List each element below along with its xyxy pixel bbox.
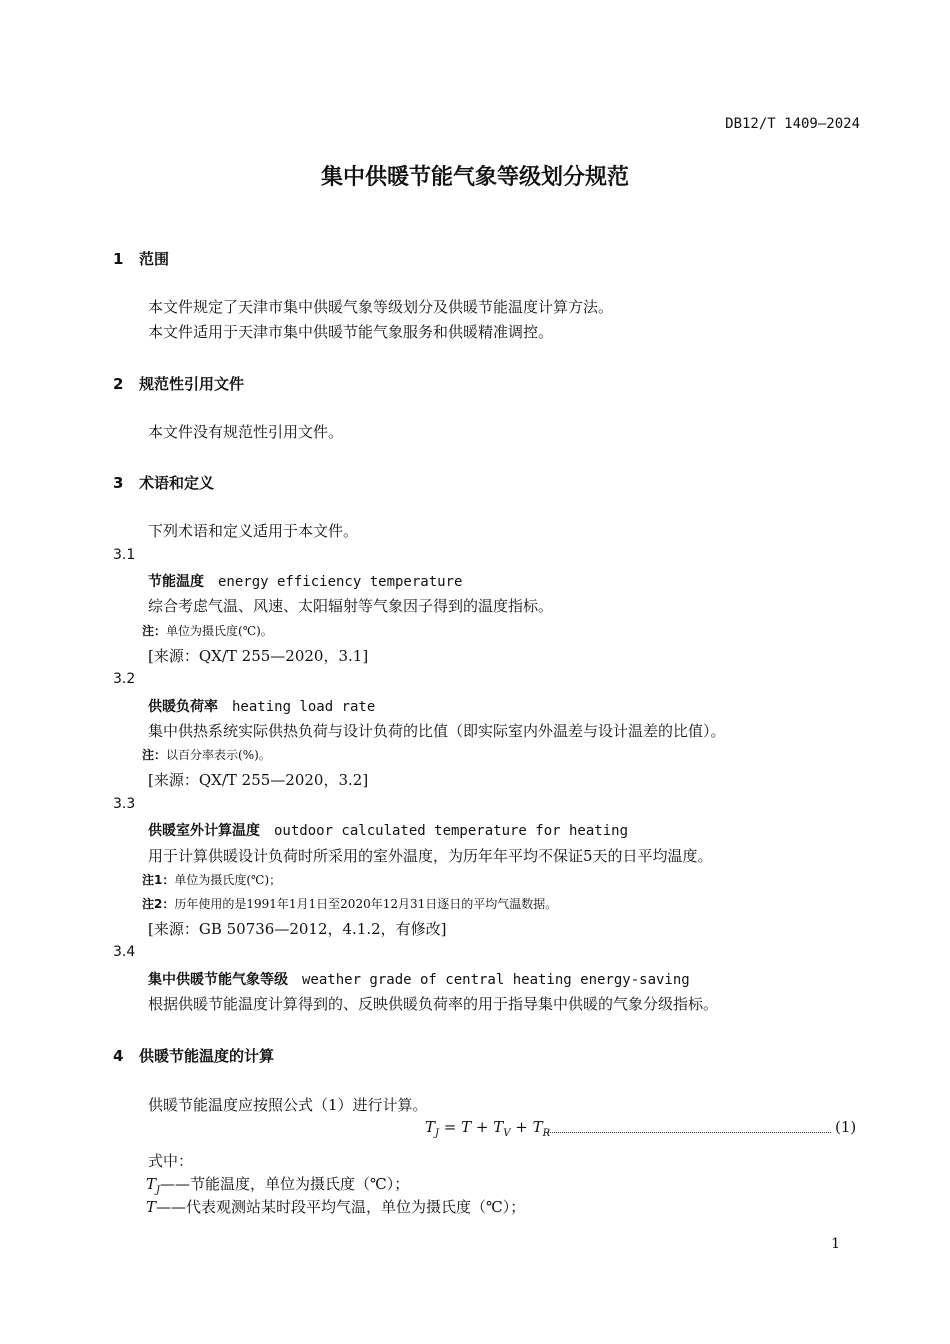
- term-english: heating load rate: [232, 699, 376, 715]
- note-label: 注1：: [142, 873, 175, 887]
- equation-number: (1): [835, 1118, 857, 1136]
- paragraph: 本文件适用于天津市集中供暖节能气象服务和供暖精准调控。: [148, 323, 554, 341]
- section-4-heading: [113, 1045, 274, 1066]
- formula-operator: +: [510, 1118, 533, 1136]
- term-chinese: 供暖负荷率: [148, 699, 218, 715]
- section-title: 规范性引用文件: [139, 375, 245, 393]
- term-entry: [148, 969, 690, 989]
- variable-text: ——代表观测站某时段平均气温，单位为摄氏度（℃）；: [156, 1198, 526, 1216]
- formula-subscript: V: [503, 1128, 511, 1139]
- term-chinese: 供暖室外计算温度: [148, 823, 260, 839]
- term-english: weather grade of central heating energy-saving: [302, 972, 690, 988]
- formula: [425, 1118, 550, 1139]
- section-title: 范围: [139, 250, 170, 268]
- formula-operator: =: [439, 1118, 462, 1136]
- where-label: 式中：: [148, 1152, 194, 1170]
- document-title: 集中供暖节能气象等级划分规范: [320, 165, 629, 190]
- variable-symbol: T: [146, 1175, 157, 1193]
- clause-number: 3.4: [113, 944, 136, 960]
- term-note: [142, 895, 557, 912]
- term-note: [142, 622, 273, 639]
- formula-symbol: T: [532, 1118, 543, 1136]
- note-text: 历年使用的是1991年1月1日至2020年12月31日逐日的平均气温数据。: [174, 897, 558, 911]
- section-2-heading: [113, 373, 244, 394]
- section-number: 1: [113, 250, 124, 268]
- variable-symbol: T: [146, 1198, 157, 1216]
- term-english: energy efficiency temperature: [218, 574, 463, 590]
- term-note: [142, 746, 271, 763]
- page-number: 1: [831, 1236, 840, 1252]
- clause-number: 3.1: [113, 547, 136, 563]
- term-chinese: 集中供暖节能气象等级: [148, 972, 288, 988]
- variable-subscript: J: [156, 1185, 161, 1196]
- term-chinese: 节能温度: [148, 574, 204, 590]
- term-note: [142, 871, 281, 888]
- note-text: 单位为摄氏度(℃)；: [174, 873, 282, 887]
- section-number: 3: [113, 474, 124, 492]
- note-text: 以百分率表示(%)。: [166, 748, 271, 762]
- term-entry: [148, 696, 375, 716]
- note-text: 单位为摄氏度(℃)。: [166, 624, 273, 638]
- formula-symbol: T: [425, 1118, 436, 1136]
- section-title: 术语和定义: [139, 474, 215, 492]
- formula-symbol: T: [461, 1118, 472, 1136]
- paragraph: 本文件没有规范性引用文件。: [148, 423, 344, 441]
- term-source: [来源：QX/T 255—2020，3.2]: [148, 771, 369, 789]
- term-source: [来源：GB 50736—2012，4.1.2，有修改]: [148, 920, 447, 938]
- paragraph: 本文件规定了天津市集中供暖气象等级划分及供暖节能温度计算方法。: [148, 298, 614, 316]
- term-definition: 集中供热系统实际供热负荷与设计负荷的比值（即实际室内外温差与设计温差的比值）。: [148, 722, 726, 740]
- term-source: [来源：QX/T 255—2020，3.1]: [148, 647, 369, 665]
- formula-leader-dots: [548, 1132, 831, 1133]
- term-definition: 综合考虑气温、风速、太阳辐射等气象因子得到的温度指标。: [148, 597, 554, 615]
- term-entry: [148, 820, 628, 840]
- variable-text: ——节能温度，单位为摄氏度（℃）；: [160, 1175, 410, 1193]
- term-definition: 用于计算供暖设计负荷时所采用的室外温度，为历年年平均不保证5天的日平均温度。: [148, 847, 713, 865]
- variable-definition: [146, 1196, 525, 1217]
- formula-subscript: J: [435, 1128, 440, 1139]
- section-3-heading: [113, 472, 214, 493]
- note-label: 注：: [142, 748, 167, 762]
- term-entry: [148, 571, 462, 591]
- section-number: 4: [113, 1047, 124, 1065]
- formula-symbol: T: [493, 1118, 504, 1136]
- section-number: 2: [113, 375, 124, 393]
- section-1-heading: [113, 248, 169, 269]
- standard-number: DB12/T 1409—2024: [725, 116, 860, 132]
- clause-number: 3.2: [113, 671, 136, 687]
- paragraph: 供暖节能温度应按照公式（1）进行计算。: [148, 1096, 428, 1114]
- note-label: 注：: [142, 624, 167, 638]
- term-definition: 根据供暖节能温度计算得到的、反映供暖负荷率的用于指导集中供暖的气象分级指标。: [148, 995, 719, 1013]
- variable-definition: [146, 1173, 409, 1196]
- note-label: 注2：: [142, 897, 175, 911]
- formula-operator: +: [471, 1118, 494, 1136]
- paragraph: 下列术语和定义适用于本文件。: [148, 522, 359, 540]
- section-title: 供暖节能温度的计算: [139, 1047, 275, 1065]
- formula-subscript: R: [542, 1128, 551, 1139]
- clause-number: 3.3: [113, 796, 136, 812]
- term-english: outdoor calculated temperature for heating: [274, 823, 629, 839]
